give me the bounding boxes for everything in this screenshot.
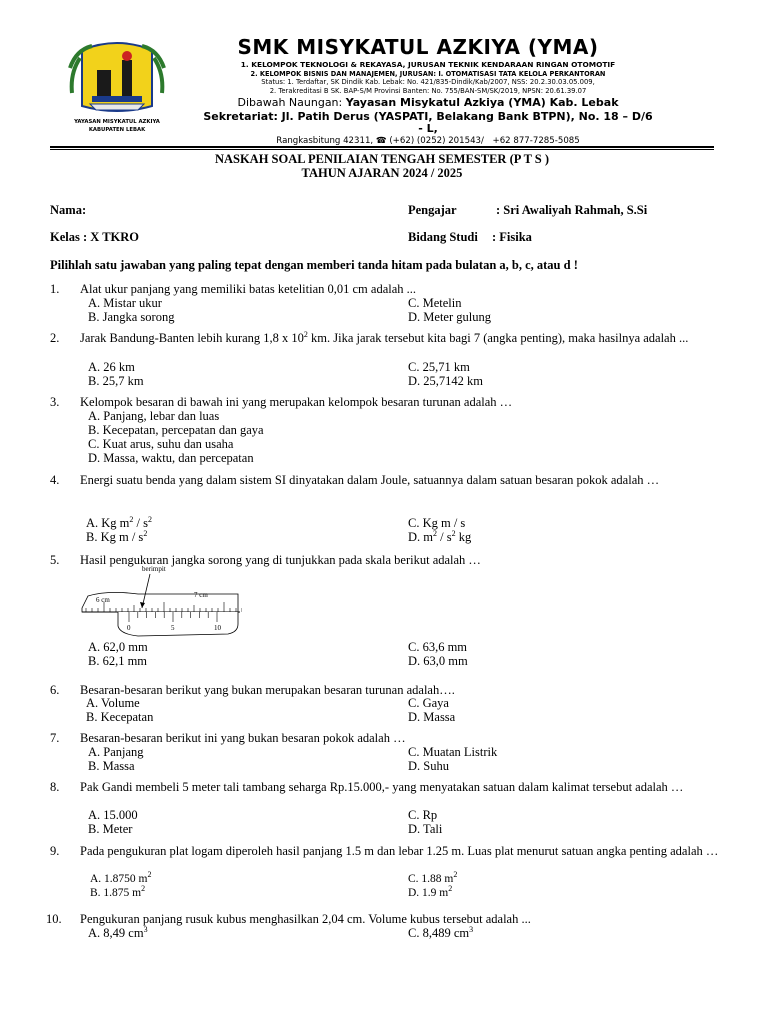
option-a[interactable]: A. Panjang, lebar dan luas xyxy=(88,409,220,423)
option-d[interactable]: D. Tali xyxy=(408,822,443,836)
header-line-3: Status: 1. Terdaftar, SK Dindik Kab. Lebak: No. 421/835-Dindik/Kab/2007, NSS: 20.2.30.03.05.009, xyxy=(261,78,595,86)
header-line-4: 2. Terakreditasi B SK. BAP-S/M Provinsi Banten: No. 755/BAN-SM/SK/2019, NPSN: 20.61.39.07 xyxy=(269,87,587,95)
question-text: Kelompok besaran di bawah ini yang merupakan kelompok besaran turunan adalah … xyxy=(80,395,513,409)
question-4 xyxy=(50,473,720,503)
question-text: Pak Gandi membeli 5 meter tali tambang seharga Rp.15.000,- yang menyatakan satuan dalam kalimat tersebut adalah … xyxy=(80,780,684,794)
option-d[interactable] xyxy=(408,530,471,544)
option-a[interactable]: A. Panjang xyxy=(88,745,144,759)
fig-label-berimpit: berimpit xyxy=(142,565,166,573)
option-text: / s xyxy=(437,530,452,544)
naungan-label: Dibawah Naungan: xyxy=(237,96,346,109)
header-line-2: 2. KELOMPOK BISNIS DAN MANAJEMEN, JURUSAN: I. OTOMATISASI TATA KELOLA PERKANTORAN xyxy=(250,70,606,78)
logo-text-2: KABUPATEN LEBAK xyxy=(88,127,146,133)
option-b[interactable]: B. Kecepatan, percepatan dan gaya xyxy=(88,423,264,437)
option-a[interactable]: A. 62,0 mm xyxy=(88,640,148,654)
question-text: Besaran-besaran berikut ini yang bukan besaran pokok adalah … xyxy=(80,731,406,745)
option-d[interactable]: D. Meter gulung xyxy=(408,310,491,324)
option-c[interactable]: C. Gaya xyxy=(408,696,449,710)
option-text: D. 1.9 m xyxy=(408,887,449,899)
option-d[interactable]: D. 25,7142 km xyxy=(408,374,483,388)
option-b[interactable]: B. Meter xyxy=(88,822,133,836)
header-rule-thick xyxy=(50,146,714,148)
exponent: 2 xyxy=(147,870,152,880)
fig-label-5: 5 xyxy=(171,624,175,632)
question-number: 1. xyxy=(50,282,60,296)
option-c[interactable]: C. Metelin xyxy=(408,296,462,310)
fig-label-7cm: 7 cm xyxy=(194,591,208,599)
question-number: 8. xyxy=(50,780,60,794)
question-number: 3. xyxy=(50,395,60,409)
question-number: 6. xyxy=(50,683,60,697)
option-text: A. Kg m xyxy=(86,516,130,530)
fig-label-0: 0 xyxy=(127,624,131,632)
question-text: Pada pengukuran plat logam diperoleh hasil panjang 1.5 m dan lebar 1.25 m. Luas plat menurut satuan angka penting adalah … xyxy=(80,844,719,858)
option-text: B. Kg m / s xyxy=(86,530,144,544)
exponent: 3 xyxy=(469,924,474,934)
question-text: Hasil pengukuran jangka sorong yang di tunjukkan pada skala berikut adalah … xyxy=(80,553,481,567)
option-c[interactable]: C. 25,71 km xyxy=(408,360,470,374)
exponent: 2 xyxy=(141,884,146,894)
header-line-8: Rangkasbitung 42311, ☎ (+62) (0252) 201543/ +62 877-7285-5085 xyxy=(276,136,580,146)
question-10 xyxy=(46,912,720,928)
option-text: A. 8,49 cm xyxy=(88,926,144,940)
exam-title: NASKAH SOAL PENILAIAN TENGAH SEMESTER (P T S ) xyxy=(214,152,550,166)
question-number: 2. xyxy=(50,331,60,345)
header-line-7: - L, xyxy=(418,122,438,135)
exponent: 3 xyxy=(143,924,148,934)
instruction: Pilihlah satu jawaban yang paling tepat dengan memberi tanda hitam pada bulatan a, b, c, atau d ! xyxy=(50,258,578,272)
question-text xyxy=(80,331,720,345)
question-2 xyxy=(50,331,720,361)
letterhead xyxy=(0,0,768,150)
header-line-5 xyxy=(178,96,678,109)
option-a[interactable]: A. 15.000 xyxy=(88,808,138,822)
option-text: D. m xyxy=(408,530,433,544)
naungan-value: Yayasan Misykatul Azkiya (YMA) Kab. Lebak xyxy=(345,96,619,109)
logo-text-1: YAYASAN MISYKATUL AZKIYA xyxy=(74,119,160,125)
option-c[interactable]: C. Kg m / s xyxy=(408,516,466,530)
question-text: Pengukuran panjang rusuk kubus menghasilkan 2,04 cm. Volume kubus tersebut adalah ... xyxy=(80,912,531,926)
bidang-label: Bidang Studi xyxy=(408,230,478,244)
header-rule-thin xyxy=(50,149,714,150)
option-d[interactable]: D. Suhu xyxy=(408,759,449,773)
option-d[interactable]: D. Massa, waktu, dan percepatan xyxy=(88,451,254,465)
option-d[interactable]: D. Massa xyxy=(408,710,456,724)
header-line-6: Sekretariat: Jl. Patih Derus (YASPATI, Belakang Bank BTPN), No. 18 – D/6 xyxy=(203,110,653,123)
option-c[interactable]: C. Kuat arus, suhu dan usaha xyxy=(88,437,234,451)
question-text-part: km. Jika jarak tersebut kita bagi 7 (angka penting), maka hasilnya adalah ... xyxy=(307,331,689,345)
option-c[interactable]: C. Muatan Listrik xyxy=(408,745,498,759)
nama-label: Nama: xyxy=(50,203,87,217)
option-b[interactable]: B. Massa xyxy=(88,759,135,773)
option-a[interactable]: A. Mistar ukur xyxy=(88,296,162,310)
question-text-part: Jarak Bandung-Banten lebih kurang 1,8 x 10 xyxy=(80,331,304,345)
exponent: 2 xyxy=(448,884,453,894)
kelas-label: Kelas : X TKRO xyxy=(50,230,140,244)
pengajar-value: : Sri Awaliyah Rahmah, S.Si xyxy=(496,203,648,217)
option-a[interactable]: A. Volume xyxy=(86,696,140,710)
question-text: Besaran-besaran berikut yang bukan merupakan besaran turunan adalah…. xyxy=(80,683,455,697)
option-b[interactable] xyxy=(90,886,145,900)
option-b[interactable]: B. 62,1 mm xyxy=(88,654,148,668)
option-b[interactable]: B. Kecepatan xyxy=(86,710,154,724)
vernier-caliper-figure xyxy=(78,562,242,638)
option-text: kg xyxy=(455,530,472,544)
school-name: SMK MISYKATUL AZKIYA (YMA) xyxy=(237,35,599,59)
question-number: 4. xyxy=(50,473,60,487)
exponent: 2 xyxy=(451,528,456,538)
option-c[interactable] xyxy=(408,926,473,940)
option-d[interactable] xyxy=(408,886,452,900)
option-d[interactable]: D. 63,0 mm xyxy=(408,654,468,668)
question-number: 5. xyxy=(50,553,60,567)
header-line-1: 1. KELOMPOK TEKNOLOGI & REKAYASA, JURUSAN TEKNIK KENDARAAN RINGAN OTOMOTIF xyxy=(240,60,616,69)
exam-year: TAHUN AJARAN 2024 / 2025 xyxy=(301,166,463,180)
exponent: 2 xyxy=(148,514,152,524)
question-6 xyxy=(50,683,720,699)
option-text: A. 1.8750 m xyxy=(90,873,148,885)
exponent: 2 xyxy=(143,528,148,538)
exponent: 2 xyxy=(433,528,437,538)
question-8 xyxy=(50,780,720,810)
option-text: / s xyxy=(133,516,148,530)
fig-label-6cm: 6 cm xyxy=(96,596,110,604)
option-a[interactable]: A. 26 km xyxy=(88,360,135,374)
option-c[interactable]: C. Rp xyxy=(408,808,438,822)
school-logo xyxy=(62,38,172,138)
option-text: B. 1.875 m xyxy=(90,887,142,899)
option-text: C. 8,489 cm xyxy=(408,926,470,940)
exponent: 2 xyxy=(453,870,458,880)
option-b[interactable]: B. Jangka sorong xyxy=(88,310,175,324)
question-number: 7. xyxy=(50,731,60,745)
fig-label-10: 10 xyxy=(214,624,221,632)
option-b[interactable] xyxy=(86,530,147,544)
question-number: 9. xyxy=(50,844,60,858)
option-a[interactable] xyxy=(86,516,152,530)
option-a[interactable] xyxy=(88,926,148,940)
exponent: 2 xyxy=(129,514,134,524)
pengajar-label: Pengajar xyxy=(408,203,457,217)
question-text: Energi suatu benda yang dalam sistem SI dinyatakan dalam Joule, satuannya dalam satuan besaran pokok adalah … xyxy=(80,473,660,487)
question-number: 10. xyxy=(46,912,62,926)
option-b[interactable]: B. 25,7 km xyxy=(88,374,144,388)
option-text: C. 1.88 m xyxy=(408,873,454,885)
question-7 xyxy=(50,731,720,747)
option-c[interactable]: C. 63,6 mm xyxy=(408,640,468,654)
bidang-value: : Fisika xyxy=(492,230,532,244)
question-text: Alat ukur panjang yang memiliki batas ketelitian 0,01 cm adalah ... xyxy=(80,282,417,296)
exponent: 2 xyxy=(303,329,308,339)
